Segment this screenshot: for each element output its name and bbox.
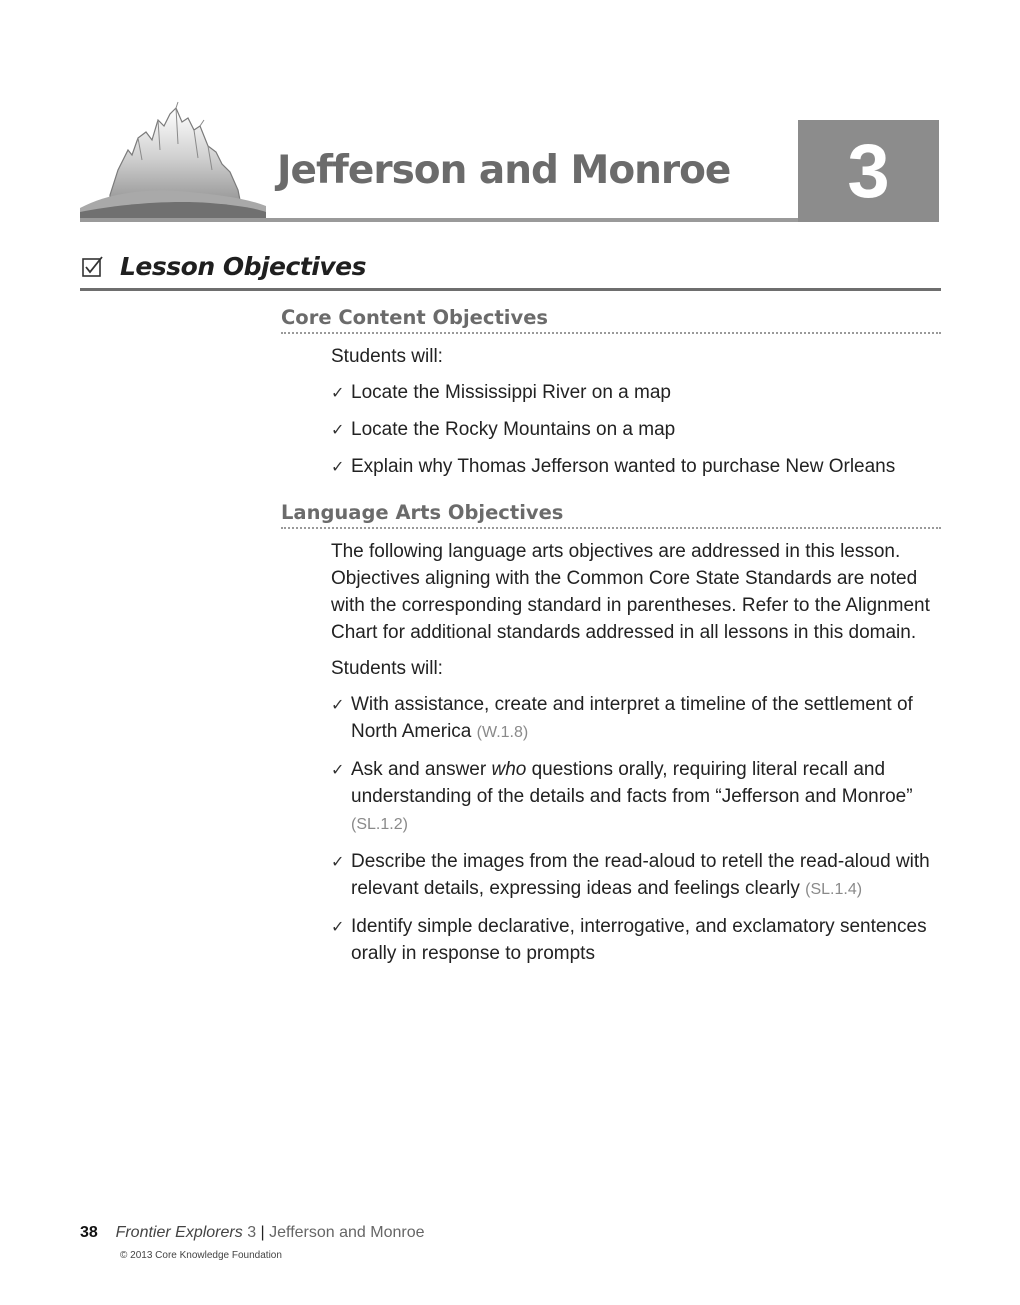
core-content-intro: Students will: [331, 346, 443, 367]
copyright-notice: © 2013 Core Knowledge Foundation [120, 1250, 282, 1261]
standard-code: (W.1.8) [476, 724, 529, 741]
standard-code: (SL.1.4) [805, 881, 863, 898]
lesson-objectives-title: Lesson Objectives [120, 252, 366, 281]
list-item [331, 756, 943, 838]
core-content-heading: Core Content Objectives [281, 306, 941, 334]
chapter-title: Jefferson and Monroe [277, 148, 731, 193]
footer-line [80, 1224, 780, 1242]
emphasis-word: who [491, 759, 527, 780]
chapter-number-badge: 3 [798, 120, 939, 222]
checkmark-icon: ✓ [331, 917, 345, 936]
list-item [331, 453, 943, 480]
checkmark-icon: ✓ [331, 760, 345, 779]
objective-text: Locate the Rocky Mountains on a map [351, 419, 676, 440]
list-item [331, 913, 943, 967]
checkmark-icon: ✓ [331, 420, 345, 439]
objective-text: Describe the images from the read-aloud to retell the read-aloud with relevant details, expressing ideas and feelings clearly [351, 851, 930, 899]
footer-separator: | [260, 1224, 265, 1241]
core-content-body [331, 343, 943, 490]
header-rule [80, 218, 798, 222]
footer-lesson-title: Jefferson and Monroe [269, 1224, 425, 1241]
objective-text: Explain why Thomas Jefferson wanted to purchase New Orleans [351, 456, 896, 477]
language-arts-intro: Students will: [331, 658, 443, 679]
list-item [331, 416, 943, 443]
mountain-landscape-icon [80, 100, 266, 218]
language-arts-heading: Language Arts Objectives [281, 501, 941, 529]
list-item [331, 848, 943, 903]
page-footer [80, 1224, 780, 1261]
list-item [331, 379, 943, 406]
lesson-objectives-heading [80, 252, 941, 291]
objective-text: Locate the Mississippi River on a map [351, 382, 671, 403]
checkbox-icon [82, 256, 104, 278]
standard-code: (SL.1.2) [351, 816, 408, 833]
checkmark-icon: ✓ [331, 457, 345, 476]
objective-text: Ask and answer [351, 759, 492, 780]
checkmark-icon: ✓ [331, 695, 345, 714]
objective-text-cont: questions orally, requiring literal recall and understanding of the details and facts from “Jefferson and Monroe” [351, 759, 913, 807]
checkmark-icon: ✓ [331, 383, 345, 402]
language-arts-body [331, 538, 943, 977]
book-number: 3 [247, 1224, 257, 1241]
book-title: Frontier Explorers [115, 1224, 243, 1241]
page-number: 38 [80, 1224, 98, 1241]
list-item [331, 691, 943, 746]
objective-text: With assistance, create and interpret a timeline of the settlement of North America [351, 694, 913, 742]
objective-text: Identify simple declarative, interrogative, and exclamatory sentences orally in response to prompts [351, 916, 927, 964]
language-arts-paragraph: The following language arts objectives are addressed in this lesson. Objectives aligning with the Common Core State Standards are noted with the corresponding standard in parentheses. Refer to the Alignment Chart for additional standards addressed in all lessons in this domain. [331, 541, 930, 643]
checkmark-icon: ✓ [331, 852, 345, 871]
chapter-header [80, 100, 940, 225]
